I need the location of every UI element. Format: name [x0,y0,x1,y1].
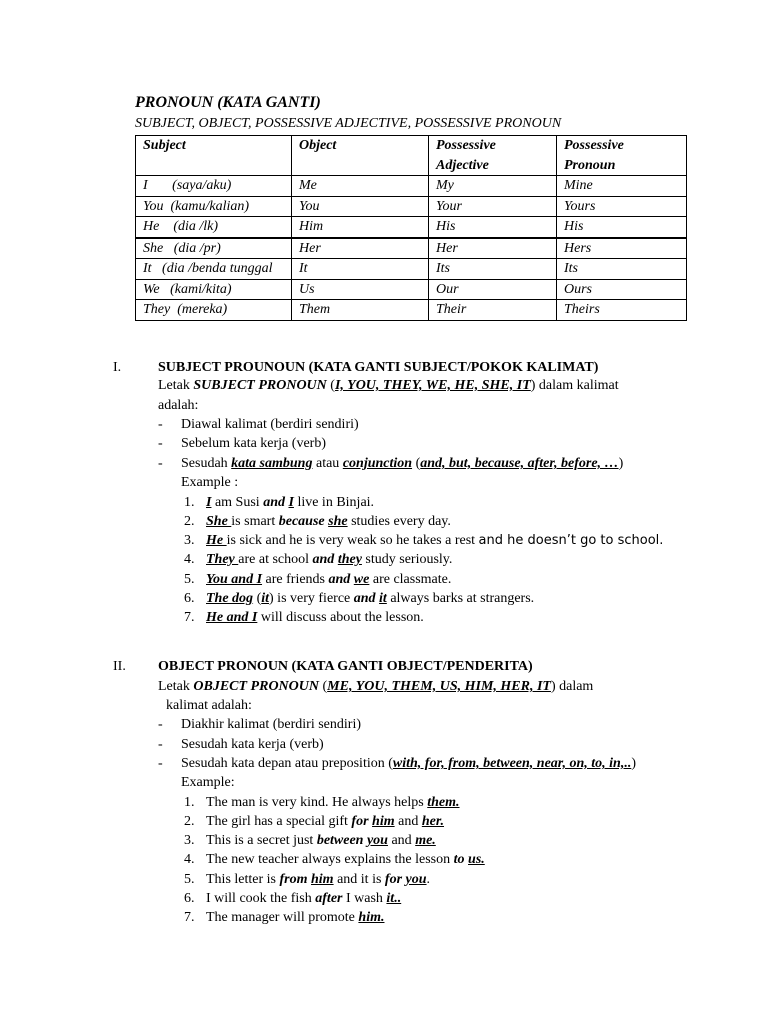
pronoun-table [135,135,687,321]
table-cell: Them [292,300,429,321]
table-cell: Him [292,217,429,238]
table-cell: Her [292,238,429,259]
section-heading: OBJECT PRONOUN (KATA GANTI OBJECT/PENDERITA) [158,659,533,674]
table-cell: Theirs [557,300,687,321]
table-header: Possessive Pronoun [557,136,687,176]
bullet-item: Diawal kalimat (berdiri sendiri) [181,417,359,432]
table-header: Object [292,136,429,176]
table-cell: Its [429,259,557,280]
bullet-item: Sesudah kata depan atau preposition (with, for, from, between, near, on, to, in,..) [181,756,636,771]
table-row [136,217,687,238]
table-cell: Me [292,176,429,197]
page-subtitle: SUBJECT, OBJECT, POSSESSIVE ADJECTIVE, POSSESSIVE PRONOUN [135,116,562,131]
table-cell: Mine [557,176,687,197]
section-intro: Letak OBJECT PRONOUN (ME, YOU, THEM, US, HIM, HER, IT) dalam [158,679,594,694]
table-header-row [136,136,687,176]
table-cell: Its [557,259,687,280]
bullet-dash: - [158,737,163,752]
table-cell: They (mereka) [136,300,292,321]
bullet-item: Diakhir kalimat (berdiri sendiri) [181,717,361,732]
section-intro-cont: adalah: [158,398,199,413]
bullet-dash: - [158,417,163,432]
table-cell: His [557,217,687,238]
table-header: Subject [136,136,292,176]
example-item: 7. The manager will promote him. [184,910,385,925]
example-item: 5. This letter is from him and it is for you. [184,872,431,887]
table-header: Possessive Adjective [429,136,557,176]
table-cell: His [429,217,557,238]
table-row [136,238,687,259]
table-cell: We (kami/kita) [136,279,292,300]
section-heading: SUBJECT PROUNOUN (KATA GANTI SUBJECT/POKOK KALIMAT) [158,360,599,375]
example-item: 5. You and I are friends and we are classmate. [184,572,452,587]
example-label: Example: [181,775,235,790]
table-cell: Our [429,279,557,300]
example-item: 7. He and I will discuss about the lesson. [184,610,424,625]
bullet-dash: - [158,756,163,771]
bullet-item: Sesudah kata kerja (verb) [181,737,324,752]
bullet-dash: - [158,717,163,732]
table-row [136,279,687,300]
example-item: 6. I will cook the fish after I wash it.. [184,891,402,906]
section-intro: Letak SUBJECT PRONOUN (I, YOU, THEY, WE, HE, SHE, IT) dalam kalimat [158,378,619,393]
bullet-item: Sesudah kata sambung atau conjunction (and, but, because, after, before, …) [181,456,624,471]
example-item: 6. The dog (it) is very fierce and it always barks at strangers. [184,591,535,606]
table-cell: Your [429,196,557,217]
table-cell: You [292,196,429,217]
example-item: 2. The girl has a special gift for him and her. [184,814,445,829]
example-item: 4. They are at school and they study seriously. [184,552,453,567]
table-cell: Hers [557,238,687,259]
section-number: II. [113,659,126,674]
section-intro-cont: kalimat adalah: [166,698,252,713]
table-cell: It (dia /benda tunggal [136,259,292,280]
table-cell: My [429,176,557,197]
table-cell: Ours [557,279,687,300]
bullet-dash: - [158,456,163,471]
table-cell: Her [429,238,557,259]
table-row [136,259,687,280]
table-cell: He (dia /lk) [136,217,292,238]
table-row [136,176,687,197]
page-title: PRONOUN (KATA GANTI) [135,94,321,111]
example-item: 3. He is sick and he is very weak so he takes a rest and he doesn’t go to school. [184,533,664,548]
table-row [136,300,687,321]
example-item: 4. The new teacher always explains the lesson to us. [184,852,485,867]
table-cell: You (kamu/kalian) [136,196,292,217]
table-row [136,196,687,217]
table-cell: Their [429,300,557,321]
example-item: 2. She is smart because she studies every day. [184,514,451,529]
example-label: Example : [181,475,239,490]
table-cell: It [292,259,429,280]
table-cell: I (saya/aku) [136,176,292,197]
table-cell: She (dia /pr) [136,238,292,259]
example-item: 1. I am Susi and I live in Binjai. [184,495,375,510]
section-number: I. [113,360,122,375]
bullet-dash: - [158,436,163,451]
table-cell: Yours [557,196,687,217]
bullet-item: Sebelum kata kerja (verb) [181,436,326,451]
example-item: 1. The man is very kind. He always helps them. [184,795,460,810]
table-cell: Us [292,279,429,300]
example-item: 3. This is a secret just between you and me. [184,833,436,848]
